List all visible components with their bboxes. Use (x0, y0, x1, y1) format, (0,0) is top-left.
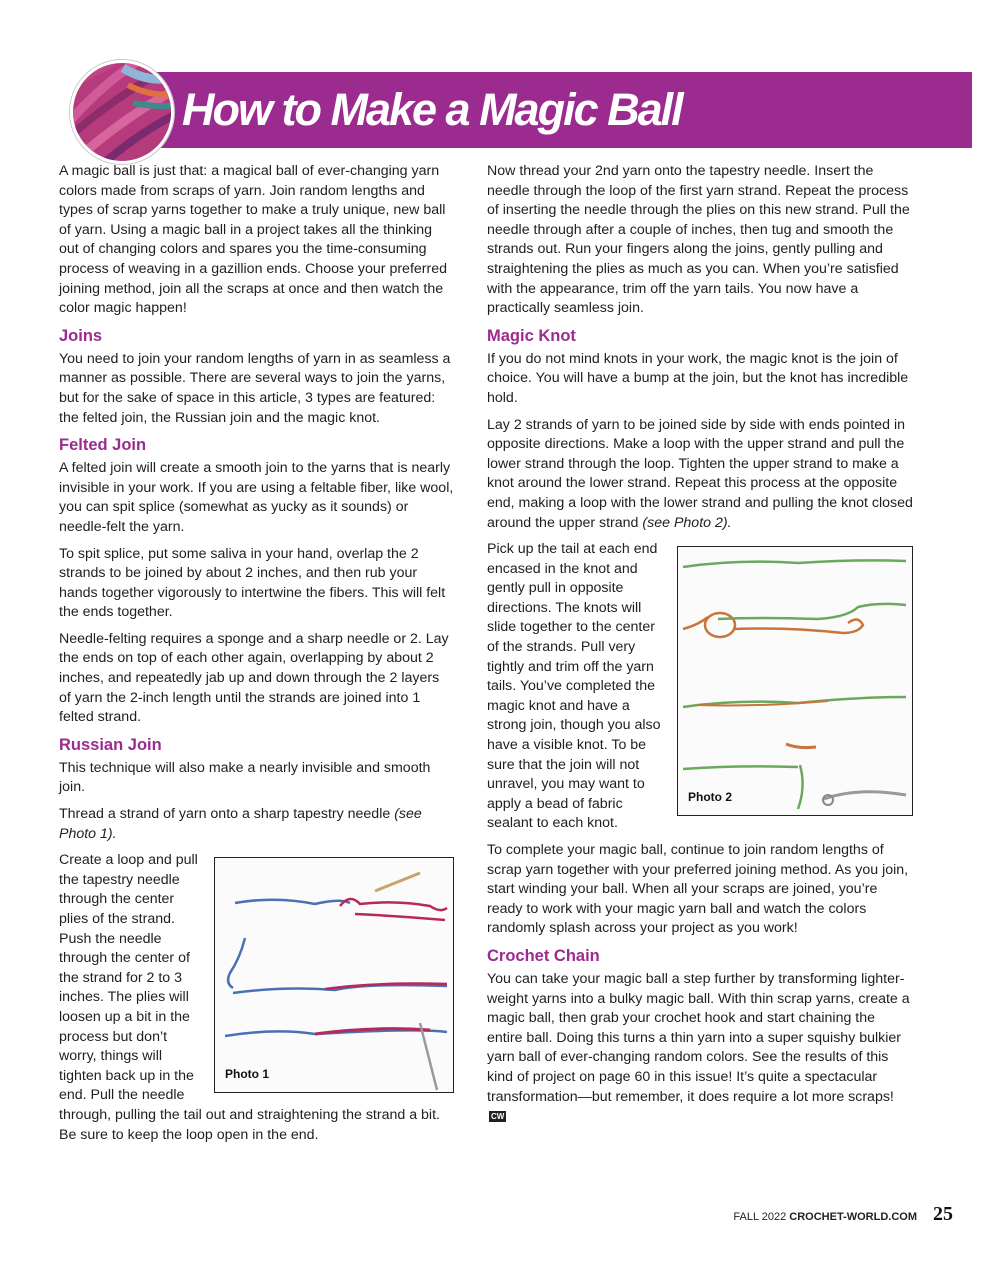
russian-paragraph-2 (59, 805, 454, 844)
felted-join-heading: Felted Join (59, 436, 147, 455)
left-column (59, 162, 454, 1152)
photo-1-label: Photo 1 (225, 1066, 269, 1081)
russian-paragraph-3: Create a loop and pull the tapestry needle through the center plies of the strand. Push the needle through the center of the strand for 2 to 3 inches. The plies will loosen up a bit in the process but don’t worry, things will tighten back up in the end. Pull the needle through, pulling the tail out and straightening the strand a bit. Be sure to keep the loop open in the end. (59, 852, 440, 1143)
joins-heading: Joins (59, 326, 103, 345)
felted-paragraph-3: Needle-felting requires a sponge and a sharp needle or 2. Lay the ends on top of each other again, overlapping by about 2 inches, and repeatedly jab up and down through the 2 layers of yarn the 2-inch length until the strands are joined into 1 felted strand. (59, 630, 449, 726)
intro-paragraph: A magic ball is just that: a magical ball of ever-changing yarn colors made from scraps of yarn. Join random lengths and types of scrap yarns together to make a truly unique, new ball of yarn. Using a magic ball in a project takes all the thinking out of changing colors and spares you the time-consuming process of weaving in a gazillion ends. Choose your preferred joining method, join all the scraps at once and then watch the color magic happen! (59, 163, 448, 317)
photo-2-label: Photo 2 (688, 789, 732, 804)
crochet-chain-heading: Crochet Chain (487, 946, 600, 965)
russian-paragraph-4: Now thread your 2nd yarn onto the tapestry needle. Insert the needle through the loop of the first yarn strand. Repeat the process of inserting the needle through the plies on this new strand. Pull the needle through after a couple of inches, then tug and smooth the strands out. Run your fingers along the joins, gently pulling and straightening the plies as much as you can. When you’re satisfied with the appearance, trim off the yarn tails. You now have a practically seamless join. (487, 163, 910, 317)
photo1-reference: (see Photo 1). (59, 806, 422, 842)
magic-paragraph-2-text: Lay 2 strands of yarn to be joined side by side with ends pointed in opposite directions. Make a loop with the upper strand and pull the lower strand through the loop. Tighten the upper strand to make a knot around the lower strand. Repeat this process at the opposite end, making a loop with the lower strand and pulling the knot closed around the upper strand (487, 416, 913, 531)
russian-paragraph-2-text: Thread a strand of yarn onto a sharp tapestry needle (59, 806, 391, 823)
footer-issue-date: FALL 2022 (733, 1211, 787, 1223)
russian-join-heading: Russian Join (59, 735, 162, 754)
magic-paragraph-2 (487, 416, 913, 534)
title-banner (142, 72, 972, 148)
photo2-reference: (see Photo 2). (642, 514, 732, 531)
crochet-chain-paragraph (487, 970, 913, 1127)
page-number: 25 (933, 1203, 953, 1225)
yarn-ball-image (70, 60, 174, 164)
page-footer (733, 1203, 953, 1226)
page-title: How to Make a Magic Ball (182, 84, 682, 135)
russian-paragraph-1: This technique will also make a nearly invisible and smooth join. (59, 759, 431, 796)
crochet-chain-text: You can take your magic ball a step further by transforming lighter-weight yarns into a bulky magic ball. With thin scrap yarns, create a magic ball, then grab your crochet hook and start chaining the entire ball. Doing this turns a thin yarn into a super squishy bulkier yarn ball of ever-changing random colors. See the results of this kind of project on page 60 in this issue! It’s quite a spectacular transformation—but remember, it does require a lot more scraps! (487, 970, 910, 1105)
photo-1 (214, 857, 454, 1093)
cw-end-mark-icon: CW (491, 1112, 505, 1122)
magic-paragraph-3: Pick up the tail at each end encased in the knot and gently pull in opposite directions. The knots will slide together to the center of the strands. Pull very tightly and trim off the yarn tails. You’ve completed the magic knot and have a strong join, though you also have a visible knot. To be sure that the join will not unravel, you may want to apply a bead of fabric sealant to each knot. (487, 541, 661, 832)
magic-knot-heading: Magic Knot (487, 326, 576, 345)
felted-paragraph-2: To spit splice, put some saliva in your hand, overlap the 2 strands to be joined by about 2 inches, and then rub your hands together vigorously to intertwine the fibers. This will felt the ends together. (59, 545, 446, 621)
magic-paragraph-1: If you do not mind knots in your work, the magic knot is the join of choice. You will have a bump at the join, but the knot has incredible hold. (487, 350, 909, 406)
joins-paragraph: You need to join your random lengths of yarn in as seamless a manner as possible. There are several ways to join the yarns, but for the sake of space in this article, 3 types are featured: the felted join, the Russian join and the magic knot. (59, 350, 451, 426)
footer-site: CROCHET-WORLD.COM (789, 1211, 917, 1223)
felted-paragraph-1: A felted join will create a smooth join to the yarns that is nearly invisible in your work. If you are using a feltable fiber, like wool, you can spit splice (somewhat as yucky as it sounds) or needle-felt the yarn. (59, 460, 454, 535)
photo-1-yarn-illustration (215, 858, 452, 1091)
photo-2-yarn-illustration (678, 547, 911, 814)
photo-2 (677, 546, 913, 816)
footer-issue (733, 1211, 917, 1223)
magic-paragraph-4: To complete your magic ball, continue to join random lengths of scrap yarn together with your preferred joining method. As you join, start winding your ball. When all your scraps are joined, you’re ready to work with your magic yarn ball and watch the colors randomly splash across your project as you work! (487, 842, 909, 937)
right-column (487, 162, 913, 1134)
